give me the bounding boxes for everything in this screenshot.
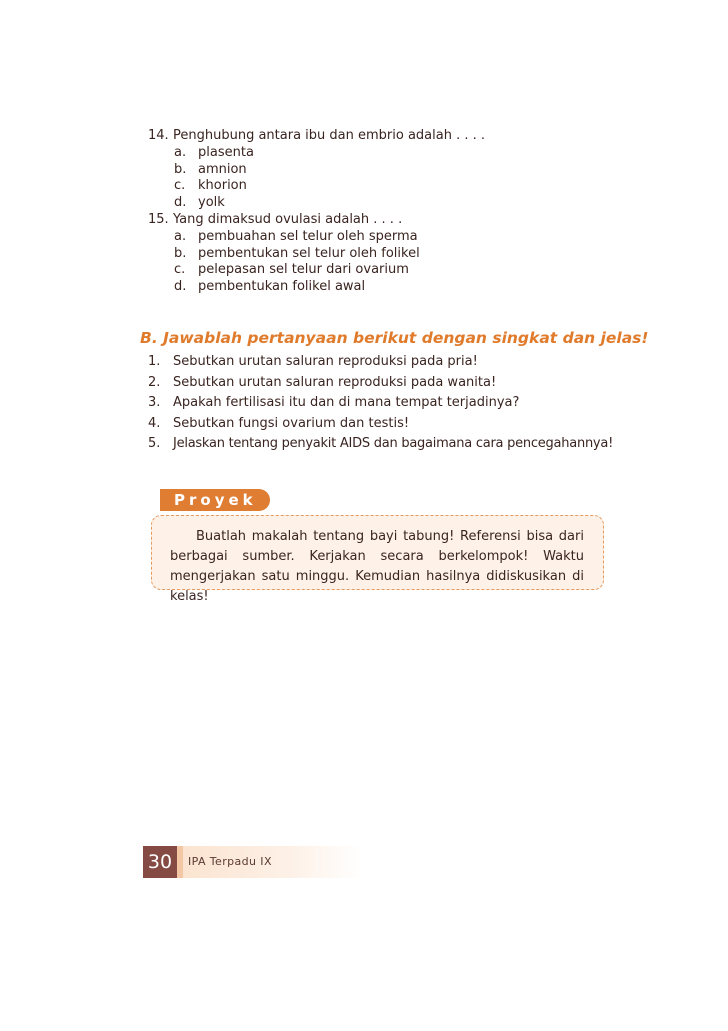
item-number: 3. [148,395,161,411]
option-text: pelepasan sel telur dari ovarium [198,262,409,278]
essay-question-list [148,352,613,455]
option [148,279,485,296]
question-number: 14. [148,128,169,143]
question-number: 15. [148,211,169,227]
item-text: Sebutkan fungsi ovarium dan testis! [173,415,410,431]
project-text: Buatlah makalah tentang bayi tabung! Referensi bisa dari berbagai sumber. Kerjakan secara berkelompok! Waktu mengerjakan satu minggu. Kemudian hasilnya didiskusikan di kelas! [170,529,584,604]
option-letter: c. [174,262,186,278]
option-letter: d. [174,279,187,295]
option [148,229,485,246]
section-b-title: B. Jawablah pertanyaan berikut dengan singkat dan jelas! [140,329,649,347]
option-letter: c. [174,178,186,194]
page-number: 30 [143,846,177,878]
question-15 [148,212,485,296]
option [148,246,485,263]
item-number: 2. [148,374,161,390]
option-text: pembuahan sel telur oleh sperma [198,228,418,244]
option [148,145,485,162]
item-text: Sebutkan urutan saluran reproduksi pada pria! [173,354,478,369]
list-item [148,352,613,373]
option-letter: a. [174,144,187,160]
option-letter: b. [174,161,187,177]
question-text: Penghubung antara ibu dan embrio adalah . . . . [173,128,486,143]
option-text: yolk [198,195,225,211]
list-item [148,434,613,455]
item-text: Sebutkan urutan saluran reproduksi pada wanita! [173,374,497,390]
question-text: Yang dimaksud ovulasi adalah . . . . [173,211,403,227]
option [148,262,485,279]
list-item [148,393,613,414]
question-14 [148,128,485,212]
project-label: Proyek [160,489,270,511]
option-letter: b. [174,245,187,261]
list-item [148,373,613,394]
option [148,178,485,195]
option-text: amnion [198,161,247,177]
option [148,195,485,212]
option-text: pembentukan sel telur oleh folikel [198,245,420,261]
option-text: pembentukan folikel awal [198,279,366,295]
list-item [148,414,613,435]
item-text: Jelaskan tentang penyakit AIDS dan bagaimana cara pencegahannya! [173,436,614,452]
option [148,162,485,179]
item-text: Apakah fertilisasi itu dan di mana tempat terjadinya? [173,395,520,411]
item-number: 5. [148,436,161,452]
option-text: plasenta [198,144,254,160]
book-title: IPA Terpadu IX [188,855,272,868]
option-letter: d. [174,195,187,211]
multiple-choice-list [148,128,485,296]
item-number: 1. [148,354,161,369]
option-letter: a. [174,228,187,244]
item-number: 4. [148,415,161,431]
option-text: khorion [198,178,247,194]
